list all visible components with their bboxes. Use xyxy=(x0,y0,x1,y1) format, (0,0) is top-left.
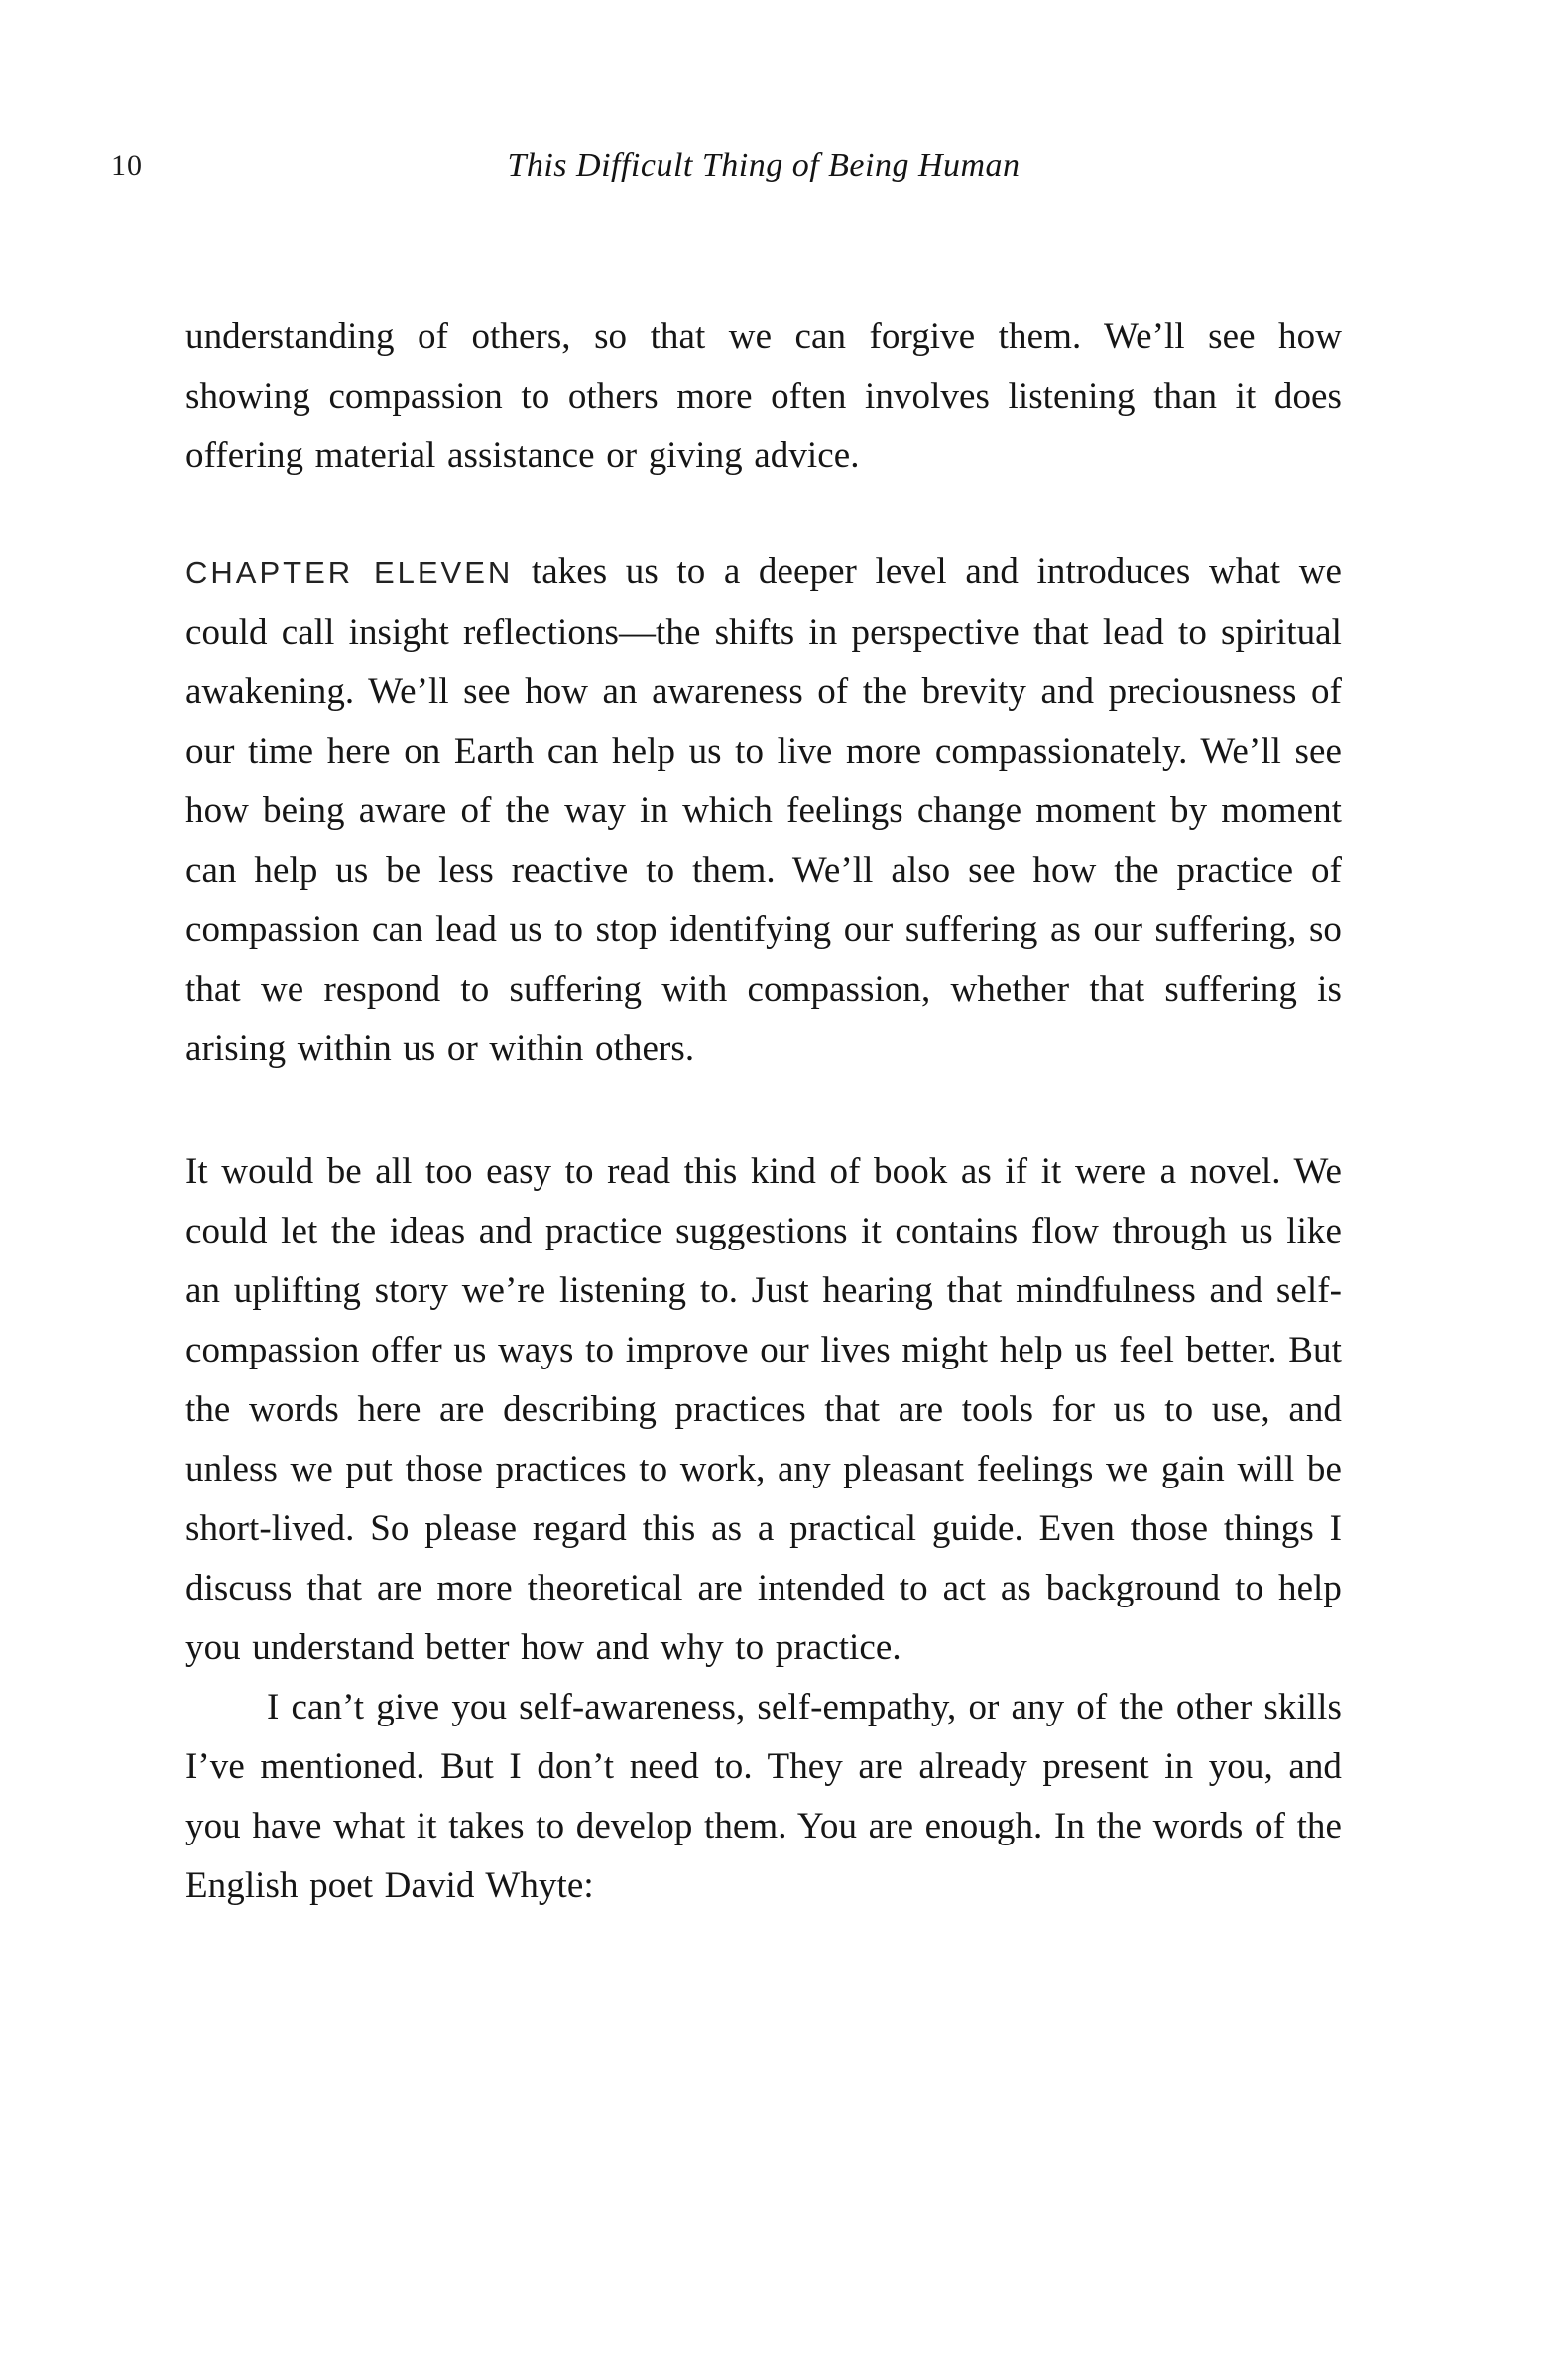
chapter-reference-label: CHAPTER ELEVEN xyxy=(185,555,514,590)
page-number: 10 xyxy=(111,149,143,181)
body-text xyxy=(185,307,1342,1916)
paragraph-you-are-enough: I can’t give you self-awareness, self-empathy, or any of the other skills I’ve mentioned. But I don’t need to. They are already present in you, and you have what it takes to develop them. You are enough. In the words of the English poet David Whyte: xyxy=(185,1687,1342,1906)
paragraph-chapter-eleven-text: takes us to a deeper level and introduces what we could call insight reflections—the shifts in perspective that lead to spiritual awakening. We’ll see how an awareness of the brevity and preciousness of our time here on Earth can help us to live more compassionately. We’ll see how being aware of the way in which feelings change moment by moment can help us be less reactive to them. We’ll also see how the practice of compassion can lead us to stop identifying our suffering as our suffering, so that we respond to suffering with compassion, whether that suffering is arising within us or within others. xyxy=(185,551,1342,1069)
paragraph-practical-guide: It would be all too easy to read this kind of book as if it were a novel. We could let the ideas and practice suggestions it contains flow through us like an uplifting story we’re listening to. Just hearing that mindfulness and self-compassion offer us ways to improve our lives might help us feel better. But the words here are describing practices that are tools for us to use, and unless we put those practices to work, any pleasant feelings we gain will be short-lived. So please regard this as a practical guide. Even those things I discuss that are more theoretical are intended to act as background to help you understand better how and why to practice. xyxy=(185,1151,1342,1668)
paragraph-chapter-eleven-summary xyxy=(185,542,1342,1079)
page-header xyxy=(0,147,1562,186)
paragraph-continuation: understanding of others, so that we can forgive them. We’ll see how showing compassion to others more often involves listening than it does offering material assistance or giving advice. xyxy=(185,316,1342,476)
running-title: This Difficult Thing of Being Human xyxy=(507,147,1021,183)
